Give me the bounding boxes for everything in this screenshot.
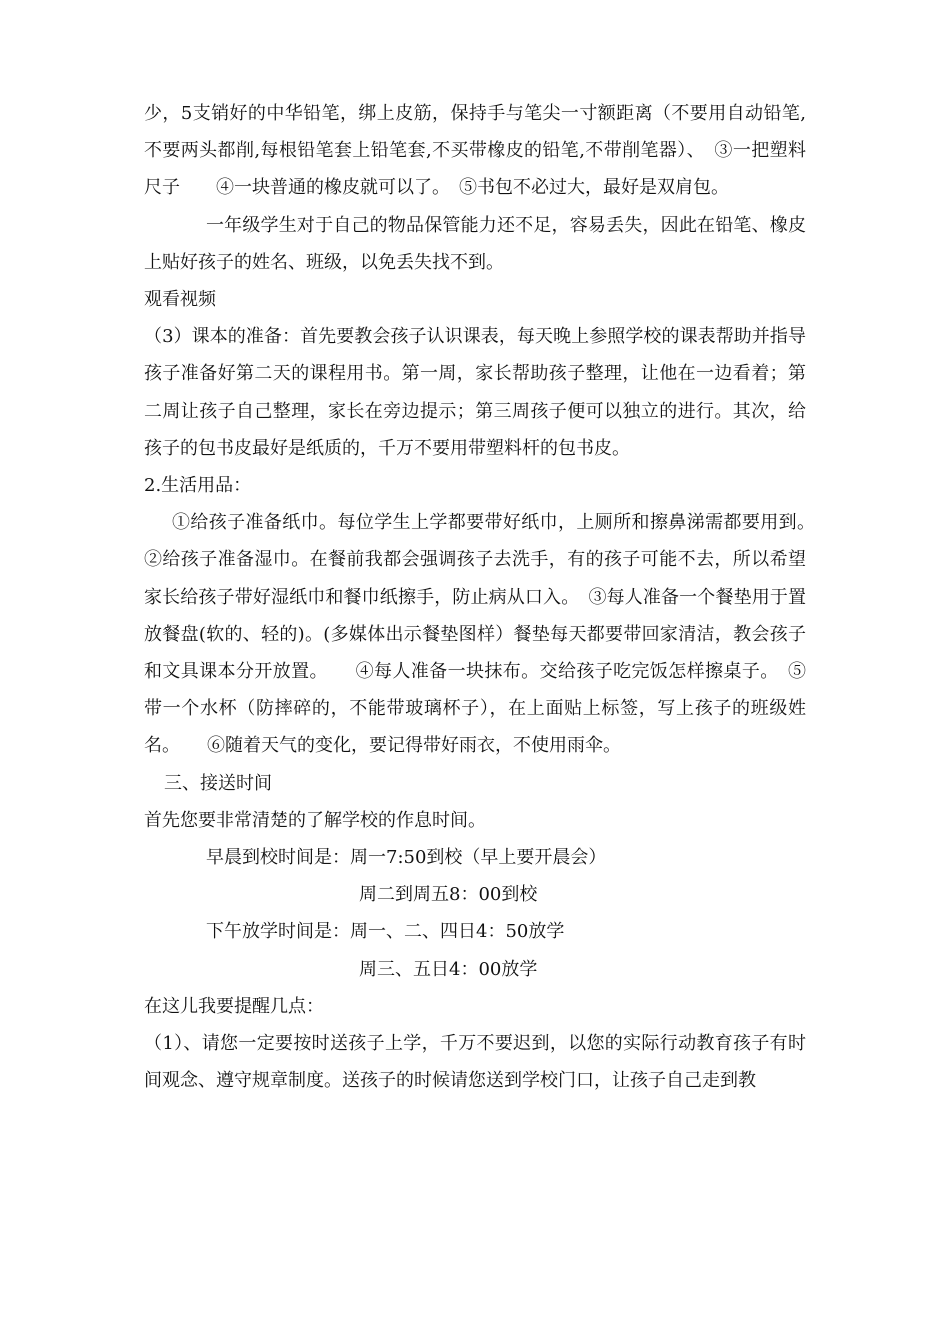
paragraph-daily-supplies-list: ①给孩子准备纸巾。每位学生上学都要带好纸巾，上厕所和擦鼻涕需都要用到。 ②给孩子准备湿巾。在餐前我都会强调孩子去洗手，有的孩子可能不去，所以希望家长给孩子带好湿纸巾和餐巾纸擦手，防止病从口入。 ③每人准备一个餐垫用于置放餐盘(软的、轻的)。(多媒体出示餐垫图样）餐垫每天都要带回家清洁，教会孩子和文具课本分开放置。 ④每人准备一块抹布。交给孩子吃完饭怎样擦桌子。 ⑤带一个水杯（防摔碎的，不能带玻璃杯子），在上面贴上标签，写上孩子的班级姓名。 ⑥随着天气的变化，要记得带好雨衣，不使用雨伞。 bbox=[144, 512, 842, 757]
schedule-morning-monday: 早晨到校时间是：周一7:50到校（早上要开晨会） bbox=[206, 847, 607, 869]
schedule-morning-weekdays: 周二到周五8：00到校 bbox=[359, 884, 538, 906]
document-body bbox=[144, 95, 842, 1099]
paragraph-textbook-preparation: （3）课本的准备：首先要教会孩子认识课表，每天晚上参照学校的课表帮助并指导孩子准备好第二天的课程用书。第一周，家长帮助孩子整理，让他在一边看着；第二周让孩子自己整理，家长在旁边提示；第三周孩子便可以独立的进行。其次，给孩子的包书皮最好是纸质的，千万不要用带塑料杆的包书皮。 bbox=[144, 326, 806, 459]
schedule-afternoon-mon-tue-thu: 下午放学时间是：周一、二、四日4：50放学 bbox=[206, 921, 565, 943]
heading-daily-supplies: 2.生活用品： bbox=[144, 475, 252, 497]
paragraph-reminder-1: （1）、请您一定要按时送孩子上学，千万不要迟到，以您的实际行动教育孩子有时间观念、遵守规章制度。送孩子的时候请您送到学校门口，让孩子自己走到教 bbox=[144, 1033, 806, 1092]
paragraph-watch-video: 观看视频 bbox=[144, 289, 216, 311]
paragraph-labeling-advice: 一年级学生对于自己的物品保管能力还不足，容易丢失，因此在铅笔、橡皮上贴好孩子的姓名、班级，以免丢失找不到。 bbox=[144, 214, 806, 273]
schedule-afternoon-wed-fri: 周三、五日4：00放学 bbox=[359, 958, 538, 980]
paragraph-schedule-intro: 首先您要非常清楚的了解学校的作息时间。 bbox=[144, 809, 486, 831]
heading-pickup-time: 三、接送时间 bbox=[164, 772, 272, 794]
paragraph-supplies-list: 少，5支销好的中华铅笔，绑上皮筋，保持手与笔尖一寸额距离（不要用自动铅笔,不要两头都削,每根铅笔套上铅笔套,不买带橡皮的铅笔,不带削笔器）、 ③一把塑料尺子 ④一块普通的橡皮就可以了。 ⑤书包不必过大，最好是双肩包。 bbox=[144, 103, 806, 199]
paragraph-reminders-intro: 在这儿我要提醒几点： bbox=[144, 995, 324, 1017]
